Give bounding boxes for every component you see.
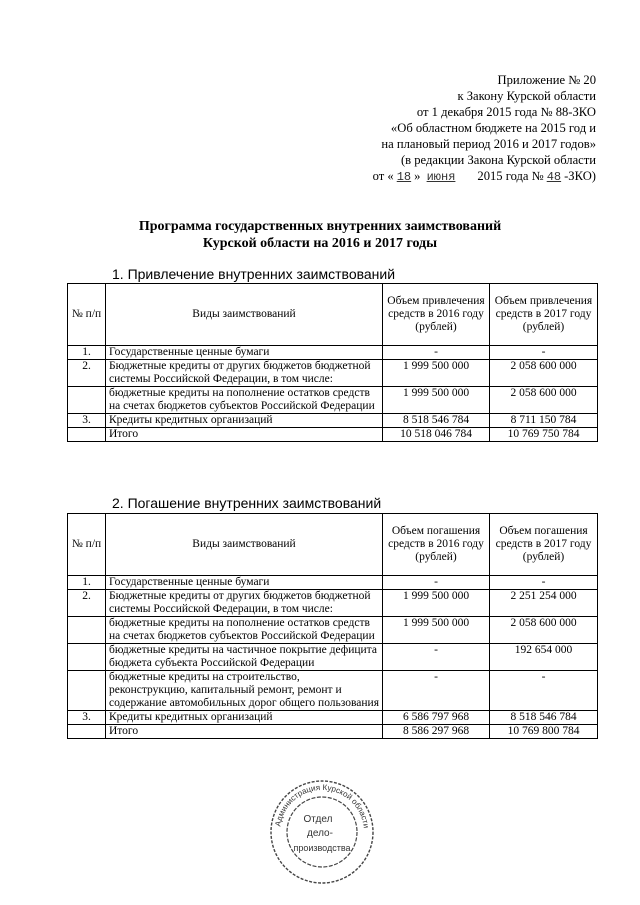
stamp-line: дело-: [307, 828, 333, 839]
office-stamp: [268, 778, 376, 886]
row-2016: 8 586 297 968: [383, 725, 490, 739]
row-num: [68, 617, 106, 644]
table-row: [68, 590, 598, 617]
annex-line: на плановый период 2016 и 2017 годов»: [381, 137, 596, 151]
row-2016: 1 999 500 000: [383, 617, 490, 644]
table-total-row: [68, 428, 598, 442]
amendment-number: 48: [546, 170, 562, 184]
row-2016: 6 586 797 968: [383, 711, 490, 725]
annex-line: к Закону Курской области: [457, 89, 596, 103]
row-num: 3.: [68, 414, 106, 428]
amendment-day: 18: [396, 170, 412, 184]
row-kind: бюджетные кредиты на пополнение остатков средств на счетах бюджетов субъектов Российской Федерации: [106, 387, 383, 414]
row-kind: Кредиты кредитных организаций: [106, 711, 383, 725]
stamp-line: Отдел: [303, 814, 333, 825]
annex-line: от 1 декабря 2015 года № 88-ЗКО: [416, 105, 596, 119]
row-kind: Итого: [106, 428, 383, 442]
row-2016: 10 518 046 784: [383, 428, 490, 442]
header-num: № п/п: [68, 514, 106, 576]
stamp-line: производства: [293, 843, 351, 853]
row-2017: 2 251 254 000: [490, 590, 598, 617]
stamp-ring-text: Администрация Курской области: [273, 782, 371, 829]
annex-header: [296, 72, 596, 185]
row-2017: 10 769 750 784: [490, 428, 598, 442]
header-2016: Объем привлечения средств в 2016 году (рублей): [383, 284, 490, 346]
row-2017: 8 518 546 784: [490, 711, 598, 725]
row-num: [68, 387, 106, 414]
row-num: [68, 428, 106, 442]
table-row: [68, 387, 598, 414]
borrowing-table: [67, 283, 598, 442]
row-num: [68, 671, 106, 711]
section1-heading: 1. Привлечение внутренних заимствований: [112, 266, 396, 282]
annex-amendment-line: [296, 168, 596, 185]
row-2017: -: [490, 671, 598, 711]
table-row: [68, 414, 598, 428]
table-row: [68, 360, 598, 387]
table-row: [68, 671, 598, 711]
row-2017: 2 058 600 000: [490, 617, 598, 644]
row-2017: 192 654 000: [490, 644, 598, 671]
annex-text: »: [414, 169, 424, 183]
row-2016: 1 999 500 000: [383, 360, 490, 387]
row-2016: 1 999 500 000: [383, 387, 490, 414]
row-2016: -: [383, 576, 490, 590]
row-2017: -: [490, 346, 598, 360]
table-row: [68, 711, 598, 725]
row-kind: бюджетные кредиты на строительство, реконструкцию, капитальный ремонт, ремонт и содержание автомобильных дорог общего пользования: [106, 671, 383, 711]
table-row: [68, 617, 598, 644]
table-header-row: [68, 514, 598, 576]
table-row: [68, 644, 598, 671]
row-2016: 8 518 546 784: [383, 414, 490, 428]
row-2017: 2 058 600 000: [490, 387, 598, 414]
row-kind: бюджетные кредиты на пополнение остатков средств на счетах бюджетов субъектов Российской Федерации: [106, 617, 383, 644]
repayment-table: [67, 513, 598, 739]
header-2017: Объем погашения средств в 2017 году (рублей): [490, 514, 598, 576]
document-title: [0, 218, 640, 252]
row-num: [68, 644, 106, 671]
amendment-month: июня: [426, 170, 456, 184]
row-kind: Бюджетные кредиты от других бюджетов бюджетной системы Российской Федерации, в том числе:: [106, 360, 383, 387]
row-num: 1.: [68, 576, 106, 590]
row-kind: Итого: [106, 725, 383, 739]
row-kind: Государственные ценные бумаги: [106, 576, 383, 590]
row-2016: -: [383, 671, 490, 711]
row-2017: 8 711 150 784: [490, 414, 598, 428]
title-line: Программа государственных внутренних заимствований: [138, 219, 502, 234]
annex-line: (в редакции Закона Курской области: [400, 153, 596, 167]
row-num: 1.: [68, 346, 106, 360]
row-kind: бюджетные кредиты на частичное покрытие дефицита бюджета субъекта Российской Федерации: [106, 644, 383, 671]
title-line: Курской области на 2016 и 2017 годы: [202, 236, 438, 251]
header-kind: Виды заимствований: [106, 514, 383, 576]
annex-line: Приложение № 20: [497, 73, 596, 87]
table-total-row: [68, 725, 598, 739]
row-2017: 10 769 800 784: [490, 725, 598, 739]
table-row: [68, 346, 598, 360]
table-row: [68, 576, 598, 590]
annex-line: «Об областном бюджете на 2015 год и: [390, 121, 596, 135]
header-kind: Виды заимствований: [106, 284, 383, 346]
annex-text: 2015 года №: [477, 169, 544, 183]
row-num: 2.: [68, 360, 106, 387]
header-2017: Объем привлечения средств в 2017 году (рублей): [490, 284, 598, 346]
annex-text: от «: [372, 169, 394, 183]
row-num: 3.: [68, 711, 106, 725]
row-kind: Кредиты кредитных организаций: [106, 414, 383, 428]
row-2017: -: [490, 576, 598, 590]
row-num: [68, 725, 106, 739]
header-num: № п/п: [68, 284, 106, 346]
header-2016: Объем погашения средств в 2016 году (рублей): [383, 514, 490, 576]
row-2016: -: [383, 346, 490, 360]
row-2017: 2 058 600 000: [490, 360, 598, 387]
annex-text: -ЗКО): [564, 169, 596, 183]
table-header-row: [68, 284, 598, 346]
row-kind: Бюджетные кредиты от других бюджетов бюджетной системы Российской Федерации, в том числе:: [106, 590, 383, 617]
row-kind: Государственные ценные бумаги: [106, 346, 383, 360]
section2-heading: 2. Погашение внутренних заимствований: [112, 495, 382, 511]
row-2016: 1 999 500 000: [383, 590, 490, 617]
row-2016: -: [383, 644, 490, 671]
row-num: 2.: [68, 590, 106, 617]
